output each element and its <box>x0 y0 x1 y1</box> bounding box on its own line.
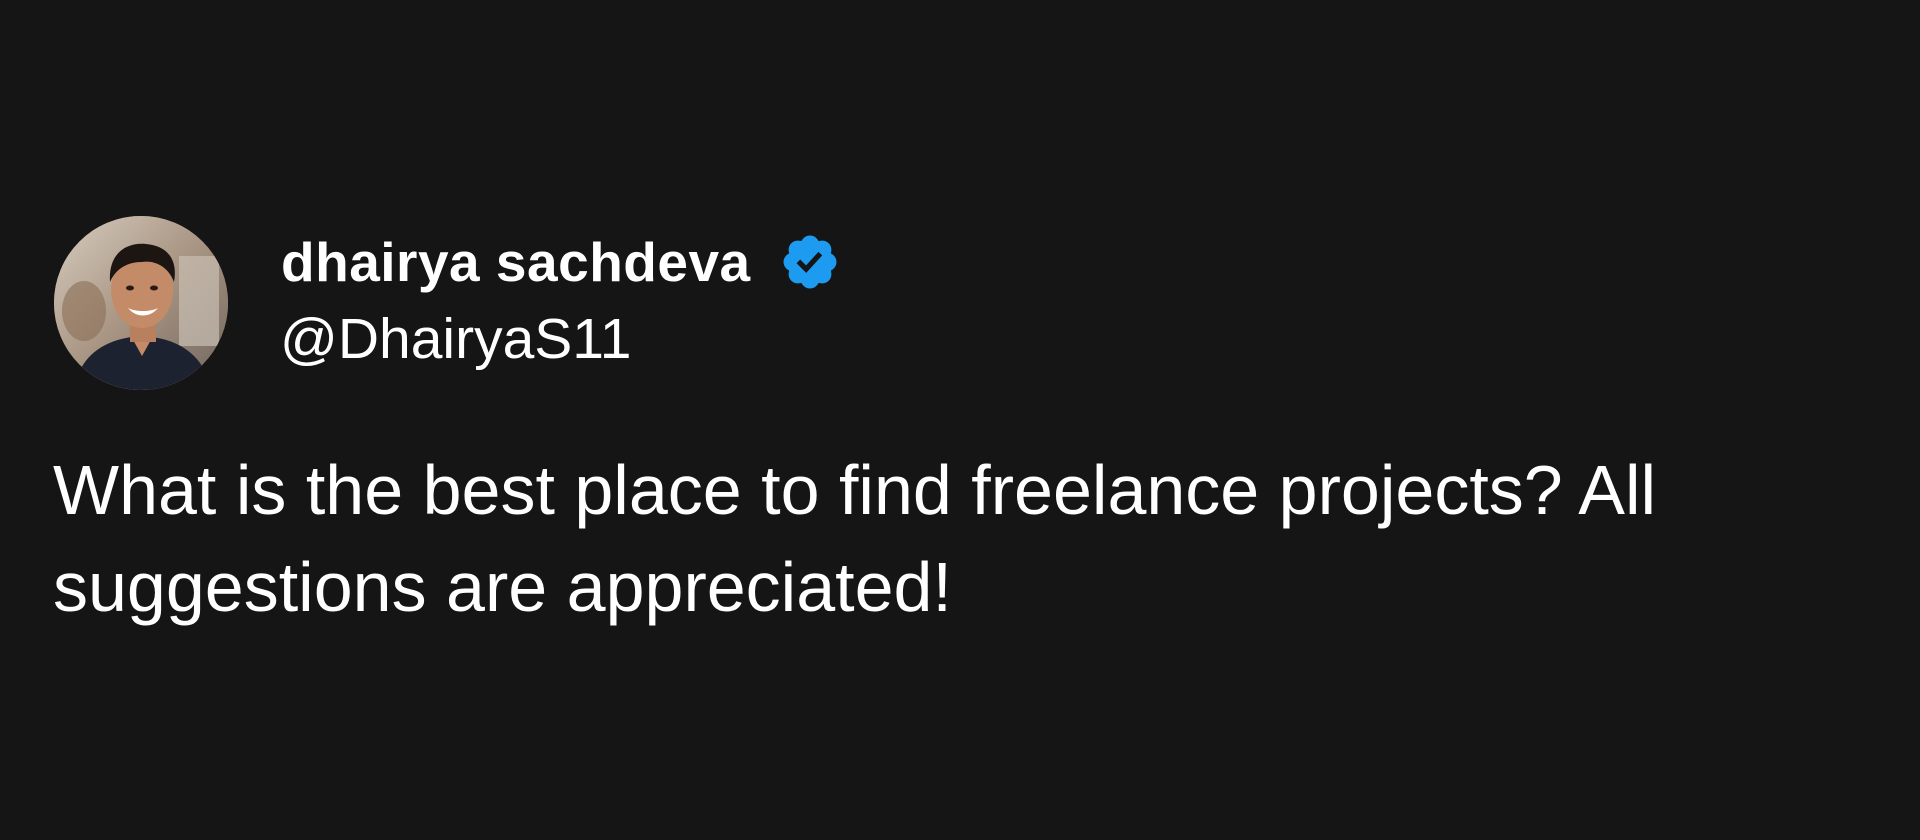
author-name-row <box>281 225 841 299</box>
tweet-text: What is the best place to find freelance projects? All suggestions are appreciated! <box>53 451 1657 626</box>
avatar-image <box>54 216 228 390</box>
author-display-name[interactable]: dhairya sachdeva <box>281 230 751 293</box>
avatar[interactable] <box>54 216 228 390</box>
verified-badge-icon <box>779 231 841 293</box>
author-handle[interactable]: @DhairyaS11 <box>280 307 632 371</box>
